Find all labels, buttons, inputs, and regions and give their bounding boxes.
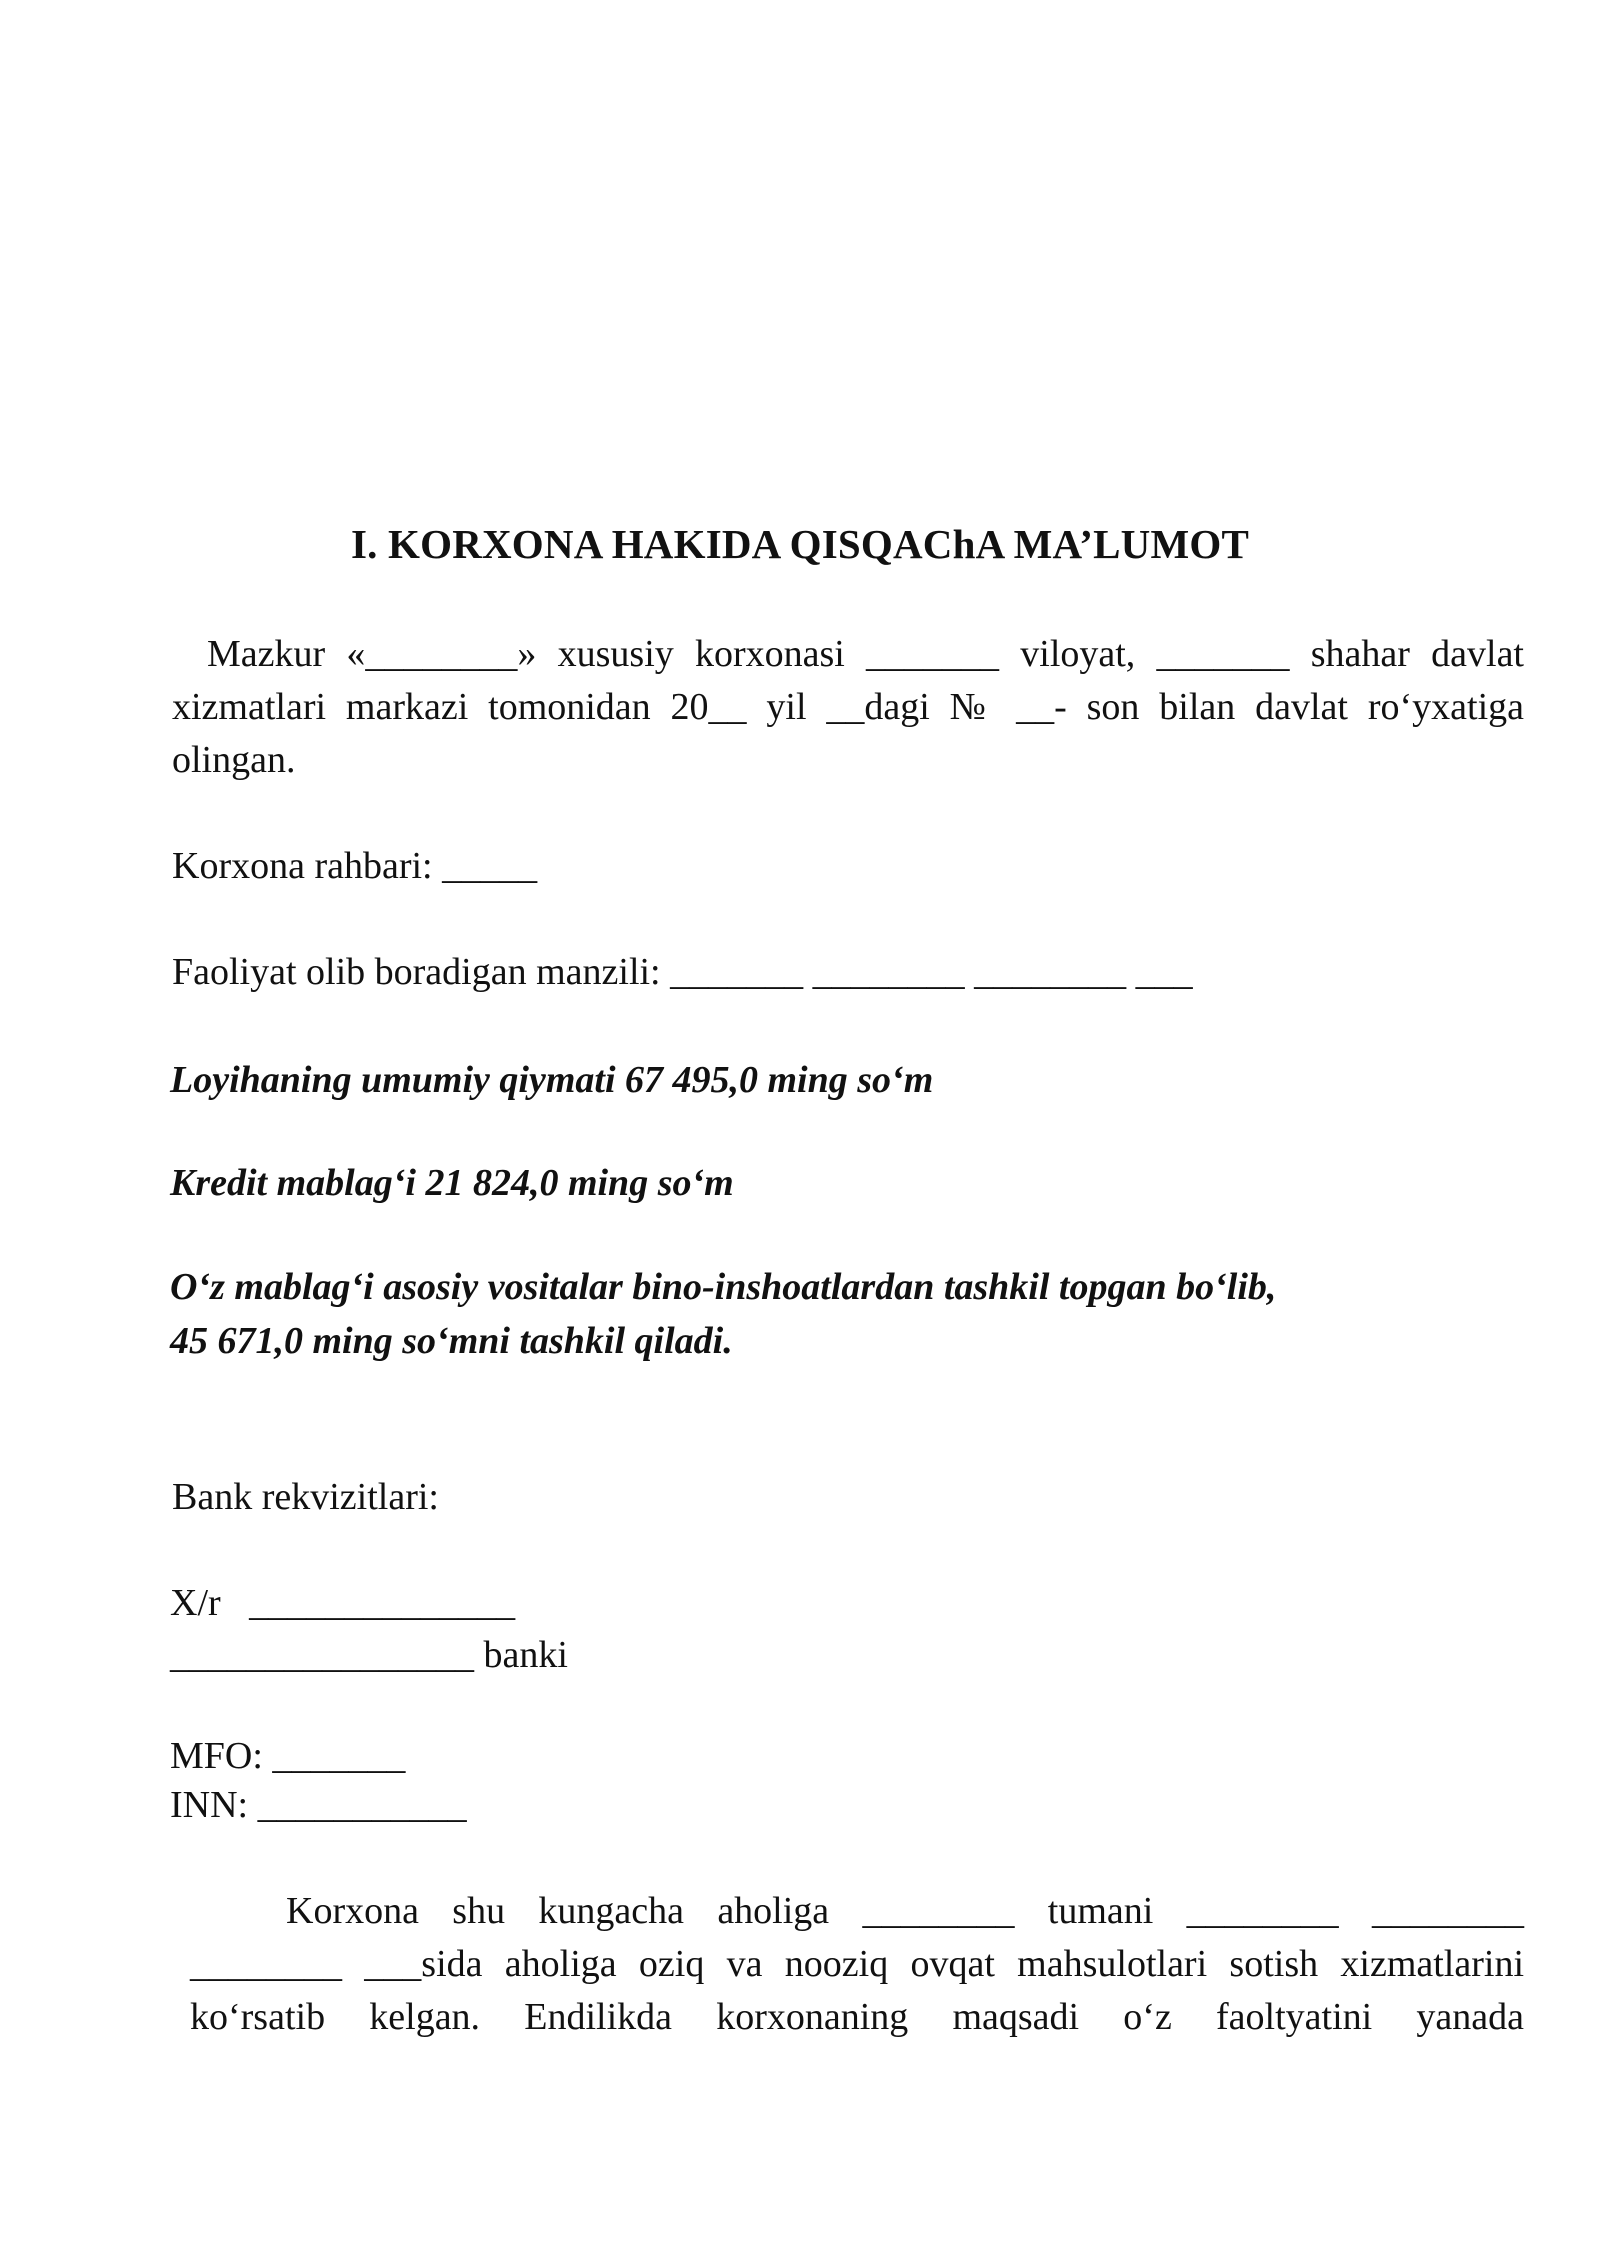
mfo-field: MFO: _______ bbox=[170, 1735, 406, 1777]
credit-amount: Kredit mablag‘i 21 824,0 ming so‘m bbox=[170, 1162, 734, 1204]
intro-line-3: olingan. bbox=[172, 739, 296, 781]
own-funds-line-2: 45 671,0 ming so‘mni tashkil qiladi. bbox=[170, 1320, 733, 1362]
intro-line-1: Mazkur «________» xususiy korxonasi _______ viloyat, _______ shahar davlat bbox=[207, 633, 1524, 675]
closing-line-2: ________ ___sida aholiga oziq va nooziq ovqat mahsulotlari sotish xizmatlarini bbox=[190, 1943, 1524, 1985]
address-field: Faoliyat olib boradigan manzili: _______ ________ ________ ___ bbox=[172, 951, 1193, 993]
bank-heading: Bank rekvizitlari: bbox=[172, 1476, 439, 1518]
inn-field: INN: ___________ bbox=[170, 1784, 467, 1826]
closing-line-1: Korxona shu kungacha aholiga ________ tumani ________ ________ bbox=[286, 1890, 1524, 1932]
closing-line-3: ko‘rsatib kelgan. Endilikda korxonaning maqsadi o‘z faoltyatini yanada bbox=[190, 1996, 1524, 2038]
section-title: I. KORXONA HAKIDA QISQAChA MA’LUMOT bbox=[350, 521, 1250, 567]
own-funds-line-1: O‘z mablag‘i asosiy vositalar bino-inshoatlardan tashkil topgan bo‘lib, bbox=[170, 1266, 1277, 1308]
director-field: Korxona rahbari: _____ bbox=[172, 845, 538, 887]
bank-name-field: ________________ banki bbox=[170, 1634, 568, 1676]
project-cost: Loyihaning umumiy qiymati 67 495,0 ming so‘m bbox=[170, 1059, 934, 1101]
intro-line-2: xizmatlari markazi tomonidan 20__ yil __dagi № __- son bilan davlat ro‘yxatiga bbox=[172, 686, 1524, 728]
bank-account-field: X/r ______________ bbox=[170, 1582, 516, 1624]
